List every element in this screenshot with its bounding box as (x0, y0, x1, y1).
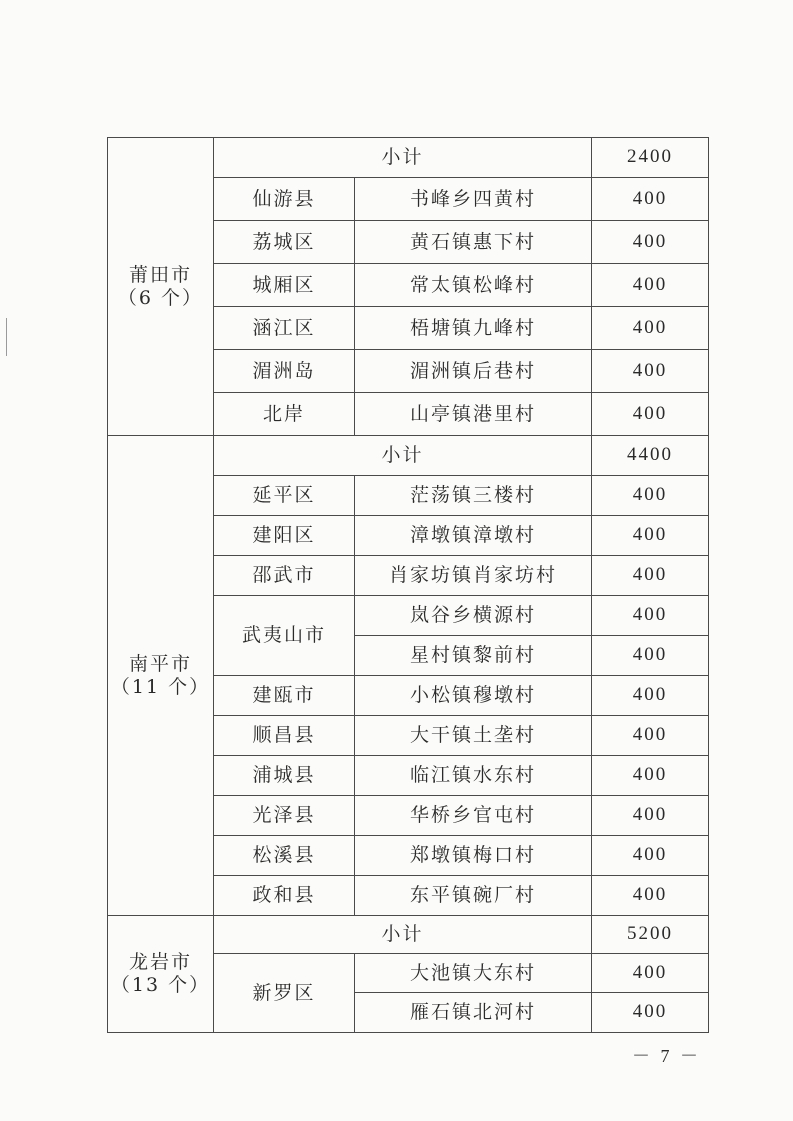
county-cell: 延平区 (214, 476, 355, 516)
county-cell: 政和县 (214, 876, 355, 916)
village-cell: 梧塘镇九峰村 (355, 307, 592, 350)
amount-cell: 400 (592, 756, 709, 796)
city-name: 龙岩市 (128, 951, 192, 974)
village-cell: 湄洲镇后巷村 (355, 350, 592, 393)
subtotal-row (108, 436, 709, 476)
village-cell: 岚谷乡横源村 (355, 596, 592, 636)
village-cell: 郑墩镇梅口村 (355, 836, 592, 876)
subtotal-label: 小计 (214, 138, 592, 178)
city-count: （13 个） (110, 974, 211, 996)
subtotal-amount: 4400 (592, 436, 709, 476)
county-cell: 仙游县 (214, 178, 355, 221)
amount-cell: 400 (592, 796, 709, 836)
amount-cell: 400 (592, 836, 709, 876)
county-cell: 城厢区 (214, 264, 355, 307)
subtotal-label: 小计 (214, 916, 592, 954)
amount-cell: 400 (592, 350, 709, 393)
allocation-table (107, 137, 709, 1033)
county-cell: 荔城区 (214, 221, 355, 264)
amount-cell: 400 (592, 716, 709, 756)
county-cell: 北岸 (214, 393, 355, 436)
subtotal-amount: 5200 (592, 916, 709, 954)
village-cell: 雁石镇北河村 (355, 993, 592, 1033)
city-cell (108, 916, 214, 1033)
county-cell: 光泽县 (214, 796, 355, 836)
city-cell (108, 138, 214, 436)
city-count: （11 个） (110, 675, 211, 698)
amount-cell: 400 (592, 636, 709, 676)
amount-cell: 400 (592, 178, 709, 221)
subtotal-label: 小计 (214, 436, 592, 476)
village-cell: 临江镇水东村 (355, 756, 592, 796)
amount-cell: 400 (592, 954, 709, 993)
county-cell: 武夷山市 (214, 596, 355, 676)
village-cell: 大池镇大东村 (355, 954, 592, 993)
village-cell: 茫荡镇三楼村 (355, 476, 592, 516)
amount-cell: 400 (592, 596, 709, 636)
amount-cell: 400 (592, 516, 709, 556)
village-cell: 书峰乡四黄村 (355, 178, 592, 221)
village-cell: 肖家坊镇肖家坊村 (355, 556, 592, 596)
amount-cell: 400 (592, 876, 709, 916)
city-name: 莆田市 (128, 263, 192, 286)
amount-cell: 400 (592, 476, 709, 516)
city-cell (108, 436, 214, 916)
county-cell: 顺昌县 (214, 716, 355, 756)
village-cell: 常太镇松峰村 (355, 264, 592, 307)
amount-cell: 400 (592, 993, 709, 1033)
county-cell: 新罗区 (214, 954, 355, 1033)
city-name: 南平市 (128, 652, 192, 675)
village-cell: 华桥乡官屯村 (355, 796, 592, 836)
page-number: － 7 － (632, 1046, 701, 1066)
amount-cell: 400 (592, 264, 709, 307)
county-cell: 湄洲岛 (214, 350, 355, 393)
amount-cell: 400 (592, 307, 709, 350)
village-cell: 大干镇土垄村 (355, 716, 592, 756)
county-cell: 松溪县 (214, 836, 355, 876)
village-cell: 星村镇黎前村 (355, 636, 592, 676)
amount-cell: 400 (592, 556, 709, 596)
amount-cell: 400 (592, 393, 709, 436)
village-cell: 漳墩镇漳墩村 (355, 516, 592, 556)
subtotal-row (108, 916, 709, 954)
village-cell: 小松镇穆墩村 (355, 676, 592, 716)
amount-cell: 400 (592, 221, 709, 264)
village-cell: 黄石镇惠下村 (355, 221, 592, 264)
city-count: （6 个） (117, 286, 204, 309)
subtotal-amount: 2400 (592, 138, 709, 178)
village-cell: 东平镇碗厂村 (355, 876, 592, 916)
county-cell: 建瓯市 (214, 676, 355, 716)
amount-cell: 400 (592, 676, 709, 716)
scan-edge-mark (6, 318, 7, 356)
subtotal-row (108, 138, 709, 178)
county-cell: 建阳区 (214, 516, 355, 556)
village-cell: 山亭镇港里村 (355, 393, 592, 436)
county-cell: 浦城县 (214, 756, 355, 796)
county-cell: 涵江区 (214, 307, 355, 350)
county-cell: 邵武市 (214, 556, 355, 596)
